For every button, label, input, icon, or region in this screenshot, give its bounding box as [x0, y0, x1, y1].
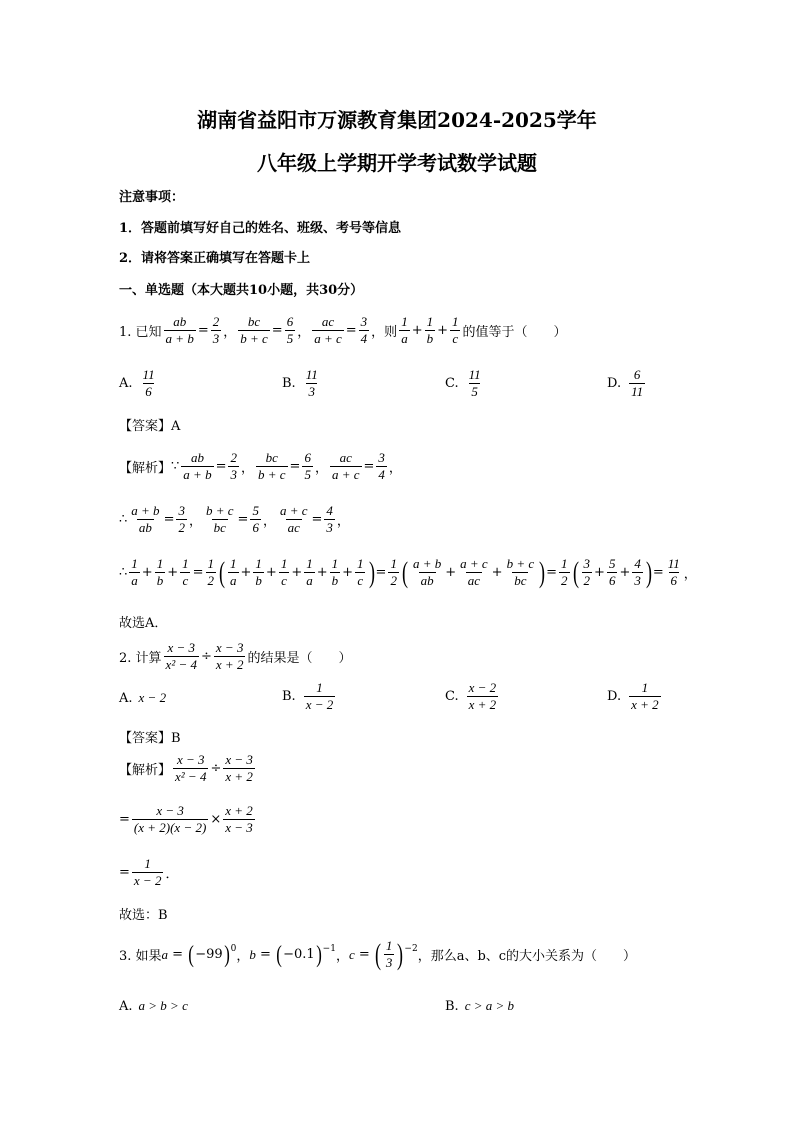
title-line2: 八年级上学期开学考试数学试题 [257, 151, 537, 175]
fraction: $\frac{x - 3}{(x + 2)(x - 2)}$ [133, 803, 207, 836]
fraction: $\frac{1}{x + 2}$ [631, 680, 659, 713]
fraction: $\frac{a + c}{ac}$ [460, 556, 488, 589]
fraction: $\frac{x + 2}{x - 3}$ [225, 803, 253, 836]
fraction: $\frac{x - 3}{\text{x² − 4}}$ [175, 752, 207, 785]
option-letter: B. [445, 998, 459, 1014]
fraction: $\frac{1}{a}$ [306, 556, 313, 589]
q1-suffix: 的值等于（ ） [462, 325, 567, 341]
fraction: $\frac{1}{a}$ [131, 556, 138, 589]
question-1: 1. 已知 $\frac{ab}{a + b}$ = $\frac{2}{3}$ ， $\frac{bc}{b + c}$ = $\frac{6}{5}$ ， $\frac{ac}{a + c}$ = $\frac{3}{4}$ ，则 $\frac{1}{a}$ + $\frac{1}{b}$ + $\frac{1}{c}$ 的值等于（ ） [119, 314, 567, 347]
fraction: $\frac{3}{4}$ [378, 450, 385, 483]
q1-mid: ，则 [371, 325, 398, 341]
fraction: $\frac{1}{x - 2}$ [305, 680, 334, 713]
fraction: $\frac{1}{2}$ [390, 556, 397, 589]
q2-analysis-2: = $\frac{x - 3}{(x + 2)(x - 2)}$ × $\frac{x + 2}{x - 3}$ [119, 803, 253, 836]
fraction: $\frac{11}{5}$ [468, 367, 481, 400]
option-value: x − 2 [138, 690, 167, 705]
fraction: $\frac{1}{c}$ [280, 556, 288, 589]
q1-analysis-3: ∴ $\frac{1}{a}$ + $\frac{1}{b}$ + $\frac{1}{c}$ = $\frac{1}{2}$ ( $\frac{1}{a}$ + $\frac{1}{b}$ + $\frac{1}{c}$ + $\frac{1}{a}$ + $\frac{1}{b}$ + $\frac{1}{c}$ ) = $\frac{1}{2}$ ( $\frac{a + b}{ab}$ + $\frac{a + c}{ac}$ + $\frac{b + c}{bc}$ ) = $\frac{1}{2}$ ( $\frac{3}{2}$ + $\frac{5}{6}$ + $\frac{4}{3}$ ) = $\frac{11}{6}$ ， [119, 555, 697, 589]
option-letter: D. [607, 376, 622, 392]
fraction: $\frac{b + c}{bc}$ [506, 556, 535, 589]
fraction: $\frac{5}{6}$ [608, 556, 616, 589]
fraction: $\frac{3}{4}$ [360, 314, 368, 347]
q1-option-a [119, 367, 159, 401]
fraction: $\frac{1}{c}$ [182, 556, 189, 589]
option-value: c > a > b [464, 998, 515, 1013]
q2-suffix: 的结果是（ ） [247, 651, 352, 667]
fraction: $\frac{ac}{a + c}$ [331, 450, 360, 483]
fraction: $\frac{x - 3}{\text{x² − 4}}$ [165, 640, 197, 673]
fraction: $\frac{bc}{b + c}$ [240, 314, 268, 347]
option-letter: D. [607, 689, 622, 705]
analysis-label: 【解析】 [119, 763, 172, 779]
question-3: 3. 如果 a = ( −99 ) 0 ， b = ( −0.1 ) −1 ， c = ( $\frac{1}{3}$ ) −2 ，那么a、b、c的大小关系为（ ） [119, 937, 637, 971]
fraction: $\frac{4}{3}$ [326, 503, 333, 536]
option-letter: C. [445, 376, 459, 392]
fraction: $\frac{1}{3}$ [385, 938, 393, 971]
fraction: $\frac{6}{5}$ [286, 314, 294, 347]
title-line1: 湖南省益阳市万源教育集团2024-2025学年 [197, 108, 597, 132]
option-letter: A. [119, 690, 133, 706]
fraction: $\frac{1}{2}$ [561, 556, 568, 589]
option-letter: C. [445, 689, 459, 705]
q2-analysis-1: 【解析】 $\frac{x - 3}{\text{x² − 4}}$ ÷ $\frac{x - 3}{x + 2}$ [119, 752, 253, 785]
q2-prefix: 2. 计算 [119, 651, 162, 667]
q2-option-b [282, 680, 337, 714]
option-letter: A. [119, 998, 133, 1014]
fraction: $\frac{1}{b}$ [255, 556, 262, 589]
fraction: $\frac{3}{2}$ [178, 503, 185, 536]
notice-item-1: 1．答题前填写好自己的姓名、班级、考号等信息 [119, 221, 402, 236]
fraction: $\frac{1}{b}$ [426, 314, 434, 347]
q2-analysis-3: = $\frac{1}{x - 2}$ ． [119, 856, 179, 889]
q3-prefix: 3. 如果 [119, 949, 162, 965]
q3-option-b [445, 998, 514, 1014]
fraction: $\frac{2}{3}$ [230, 450, 237, 483]
fraction: $\frac{ab}{a + b}$ [183, 450, 212, 483]
fraction: $\frac{1}{c}$ [357, 556, 364, 589]
q2-option-c [445, 680, 500, 714]
fraction: $\frac{1}{x - 2}$ [133, 856, 162, 889]
fraction: $\frac{b + c}{bc}$ [205, 503, 234, 536]
fraction: $\frac{11}{3}$ [305, 367, 318, 400]
fraction: $\frac{2}{3}$ [212, 314, 220, 347]
notice-heading: 注意事项： [119, 190, 185, 205]
fraction: $\frac{3}{2}$ [583, 556, 591, 589]
fraction: $\frac{5}{6}$ [252, 503, 259, 536]
q3-suffix: ，那么a、b、c的大小关系为（ ） [417, 949, 637, 965]
option-value: a > b > c [138, 998, 188, 1013]
q1-analysis-1: 【解析】 ∵ $\frac{ab}{a + b}$ = $\frac{2}{3}$ ， $\frac{bc}{b + c}$ = $\frac{6}{5}$ ， $\frac{ac}{a + c}$ = $\frac{3}{4}$ ， [119, 450, 402, 483]
q1-option-b [282, 367, 322, 401]
fraction: $\frac{1}{a}$ [401, 314, 408, 347]
fraction: $\frac{1}{b}$ [331, 556, 339, 589]
q2-answer: 【答案】B [119, 731, 181, 746]
fraction: $\frac{1}{a}$ [230, 556, 237, 589]
fraction: $\frac{6}{11}$ [631, 367, 644, 400]
option-letter: B. [282, 376, 296, 392]
fraction: $\frac{a + b}{ab}$ [131, 503, 160, 536]
fraction: $\frac{ac}{a + c}$ [314, 314, 342, 347]
fraction: $\frac{a + c}{ac}$ [279, 503, 308, 536]
fraction: $\frac{1}{c}$ [452, 314, 459, 347]
fraction: $\frac{x - 3}{x + 2}$ [225, 752, 253, 785]
q2-option-a [119, 690, 166, 706]
q1-option-c [445, 367, 485, 401]
question-2: 2. 计算 $\frac{x - 3}{\text{x² − 4}}$ ÷ $\frac{x - 3}{x + 2}$ 的结果是（ ） [119, 640, 352, 673]
fraction: $\frac{a + b}{ab}$ [412, 556, 442, 589]
fraction: $\frac{4}{3}$ [634, 556, 641, 589]
fraction: $\frac{11}{6}$ [667, 556, 680, 589]
q2-conclusion: 故选：B [119, 908, 168, 923]
notice-item-2: 2．请将答案正确填写在答题卡上 [119, 251, 311, 266]
q1-prefix: 1. 已知 [119, 325, 162, 341]
q1-answer: 【答案】A [119, 419, 181, 434]
fraction: $\frac{x - 2}{x + 2}$ [468, 680, 497, 713]
option-letter: B. [282, 689, 296, 705]
fraction: $\frac{11}{6}$ [142, 367, 155, 400]
q2-option-d [607, 680, 663, 714]
q1-conclusion: 故选A． [119, 616, 168, 631]
fraction: $\frac{1}{b}$ [156, 556, 164, 589]
q1-option-d [607, 367, 647, 401]
q3-option-a [119, 998, 188, 1014]
option-letter: A. [119, 376, 133, 392]
q1-analysis-2: ∴ $\frac{a + b}{ab}$ = $\frac{3}{2}$ ， $\frac{b + c}{bc}$ = $\frac{5}{6}$ ， $\frac{a + c}{ac}$ = $\frac{4}{3}$ ， [119, 503, 350, 536]
fraction: $\frac{6}{5}$ [304, 450, 311, 483]
fraction: $\frac{ab}{a + b}$ [165, 314, 194, 347]
fraction: $\frac{1}{2}$ [207, 556, 214, 589]
section-heading: 一、单选题（本大题共10小题，共30分） [119, 283, 364, 298]
fraction: $\frac{bc}{b + c}$ [258, 450, 286, 483]
analysis-label: 【解析】 [119, 461, 172, 477]
fraction: $\frac{x - 3}{x + 2}$ [215, 640, 244, 673]
